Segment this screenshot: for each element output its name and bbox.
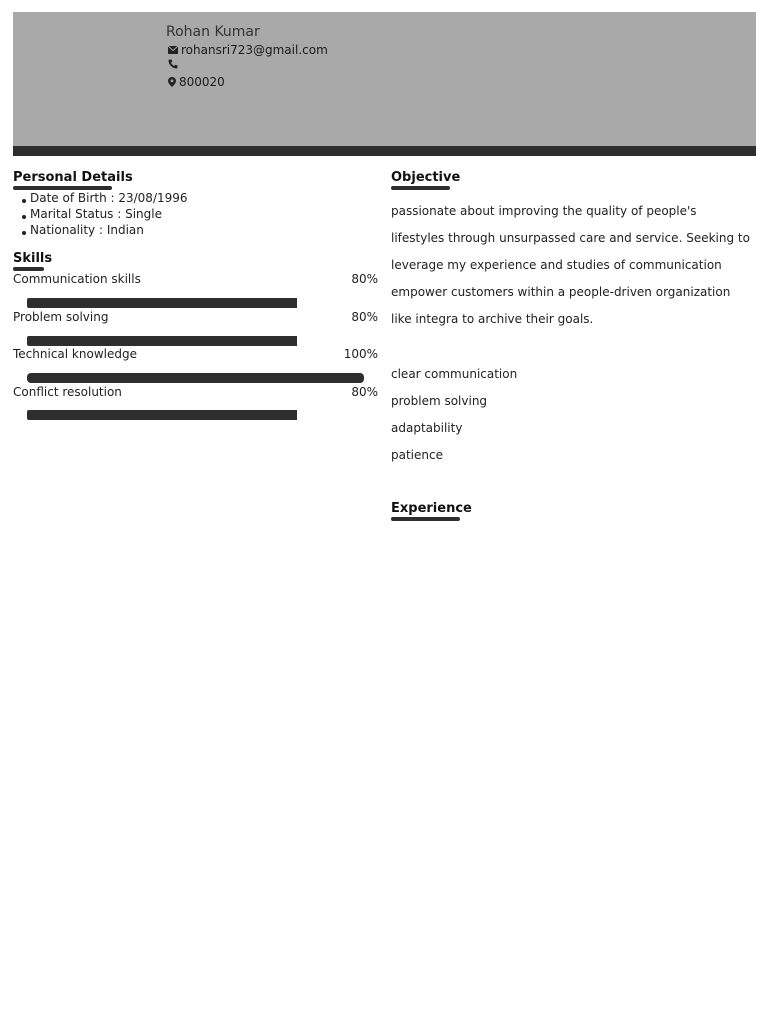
skill-progress-fill: [27, 373, 364, 383]
candidate-name: Rohan Kumar: [166, 24, 260, 40]
personal-detail-item: Date of Birth : 23/08/1996: [22, 191, 188, 205]
envelope-icon: [168, 46, 178, 54]
email-line: [168, 43, 328, 57]
map-marker-icon: [168, 77, 176, 87]
skill-percent: 80%: [351, 385, 378, 399]
email-text[interactable]: rohansri723@gmail.com: [181, 43, 328, 57]
skill-progress-fill: [27, 410, 297, 420]
bullet-icon: [22, 231, 26, 235]
skill-percent: 80%: [351, 310, 378, 324]
personal-details-underline: [13, 186, 112, 190]
objective-underline: [391, 186, 450, 190]
skills-underline: [13, 267, 44, 271]
bullet-icon: [22, 215, 26, 219]
experience-underline: [391, 517, 460, 521]
personal-detail-item: Marital Status : Single: [22, 207, 162, 221]
skill-progress-bar: [27, 373, 364, 383]
strength-item: clear communication: [391, 367, 518, 381]
location-line: [168, 75, 225, 89]
skill-percent: 80%: [351, 272, 378, 286]
bullet-icon: [22, 199, 26, 203]
objective-heading: Objective: [391, 170, 461, 185]
phone-line: [168, 59, 181, 69]
skill-name: Communication skills: [13, 272, 141, 286]
skills-heading: Skills: [13, 251, 53, 266]
experience-heading: Experience: [391, 501, 472, 516]
skill-progress-fill: [27, 298, 297, 308]
strength-item: adaptability: [391, 421, 463, 435]
skill-name: Problem solving: [13, 310, 109, 324]
strength-item: problem solving: [391, 394, 488, 408]
personal-details-heading: Personal Details: [13, 170, 133, 185]
skill-percent: 100%: [343, 347, 378, 361]
header-divider-bar: [13, 146, 756, 156]
header-banner: [13, 12, 756, 146]
pincode-text: 800020: [179, 75, 225, 89]
skill-name: Conflict resolution: [13, 385, 122, 399]
skill-progress-bar: [27, 410, 364, 420]
skill-name: Technical knowledge: [13, 347, 137, 361]
skill-progress-fill: [27, 336, 297, 346]
strength-item: patience: [391, 448, 443, 462]
skill-progress-bar: [27, 298, 364, 308]
skill-progress-bar: [27, 336, 364, 346]
objective-paragraph: passionate about improving the quality of people's lifestyles through unsurpassed care and service. Seeking to leverage my experience and studies of communication empower customers within a people-driven organization like integra to archive their goals.: [391, 204, 750, 326]
phone-icon: [168, 59, 178, 69]
personal-detail-item: Nationality : Indian: [22, 223, 144, 237]
